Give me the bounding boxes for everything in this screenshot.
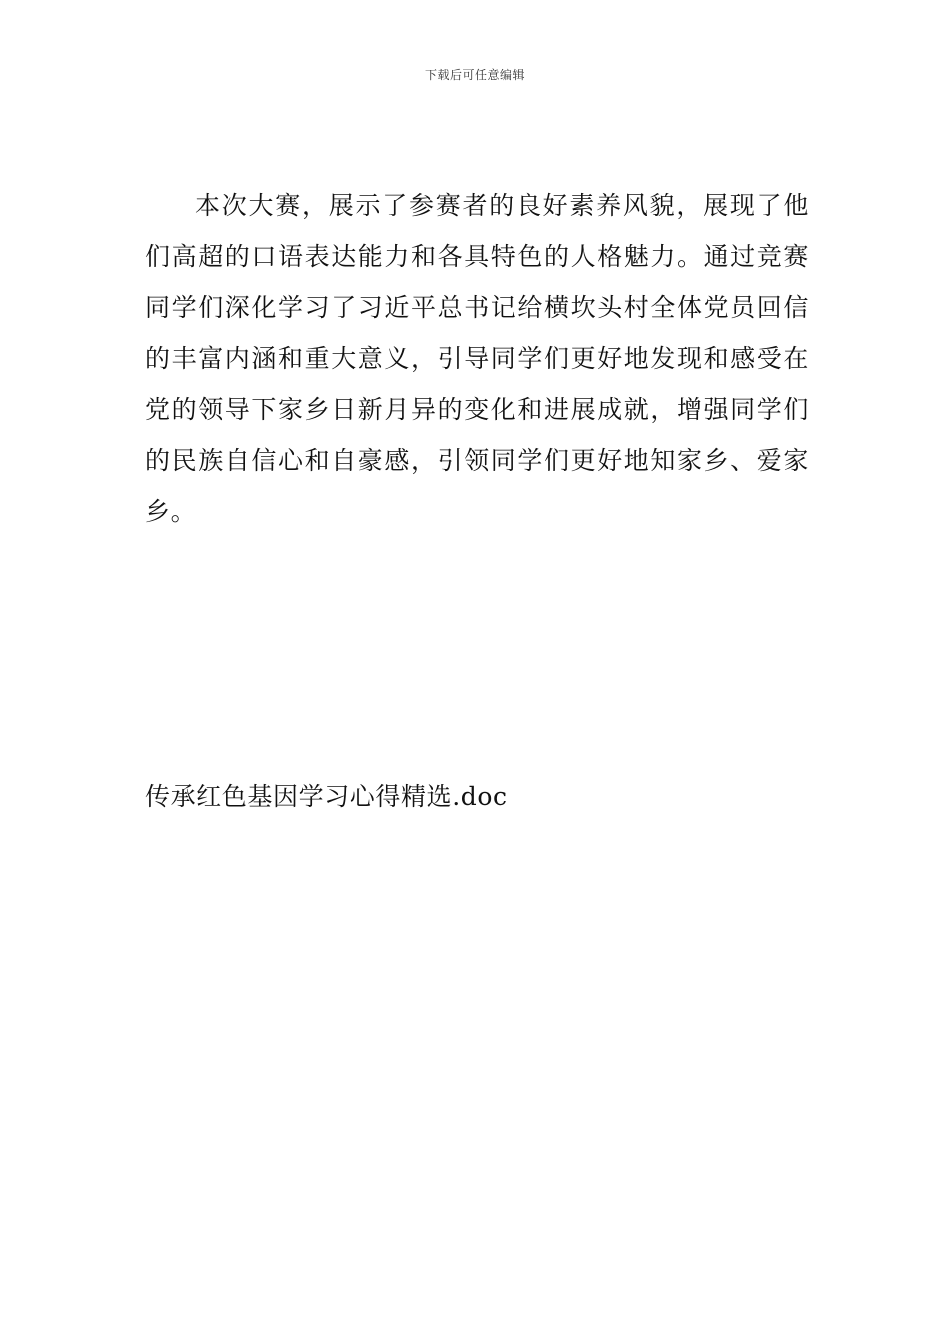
document-filename: 传承红色基因学习心得精选.doc: [145, 782, 508, 811]
body-paragraph: 本次大赛，展示了参赛者的良好素养风貌，展现了他们高超的口语表达能力和各具特色的人格魅力。通过竞赛同学们深化学习了习近平总书记给横坎头村全体党员回信的丰富内涵和重大意义，引导同学们更好地发现和感受在党的领导下家乡日新月异的变化和进展成就，增强同学们的民族自信心和自豪感，引领同学们更好地知家乡、爱家乡。: [145, 191, 809, 526]
header-note: 下载后可任意编辑: [424, 68, 525, 82]
